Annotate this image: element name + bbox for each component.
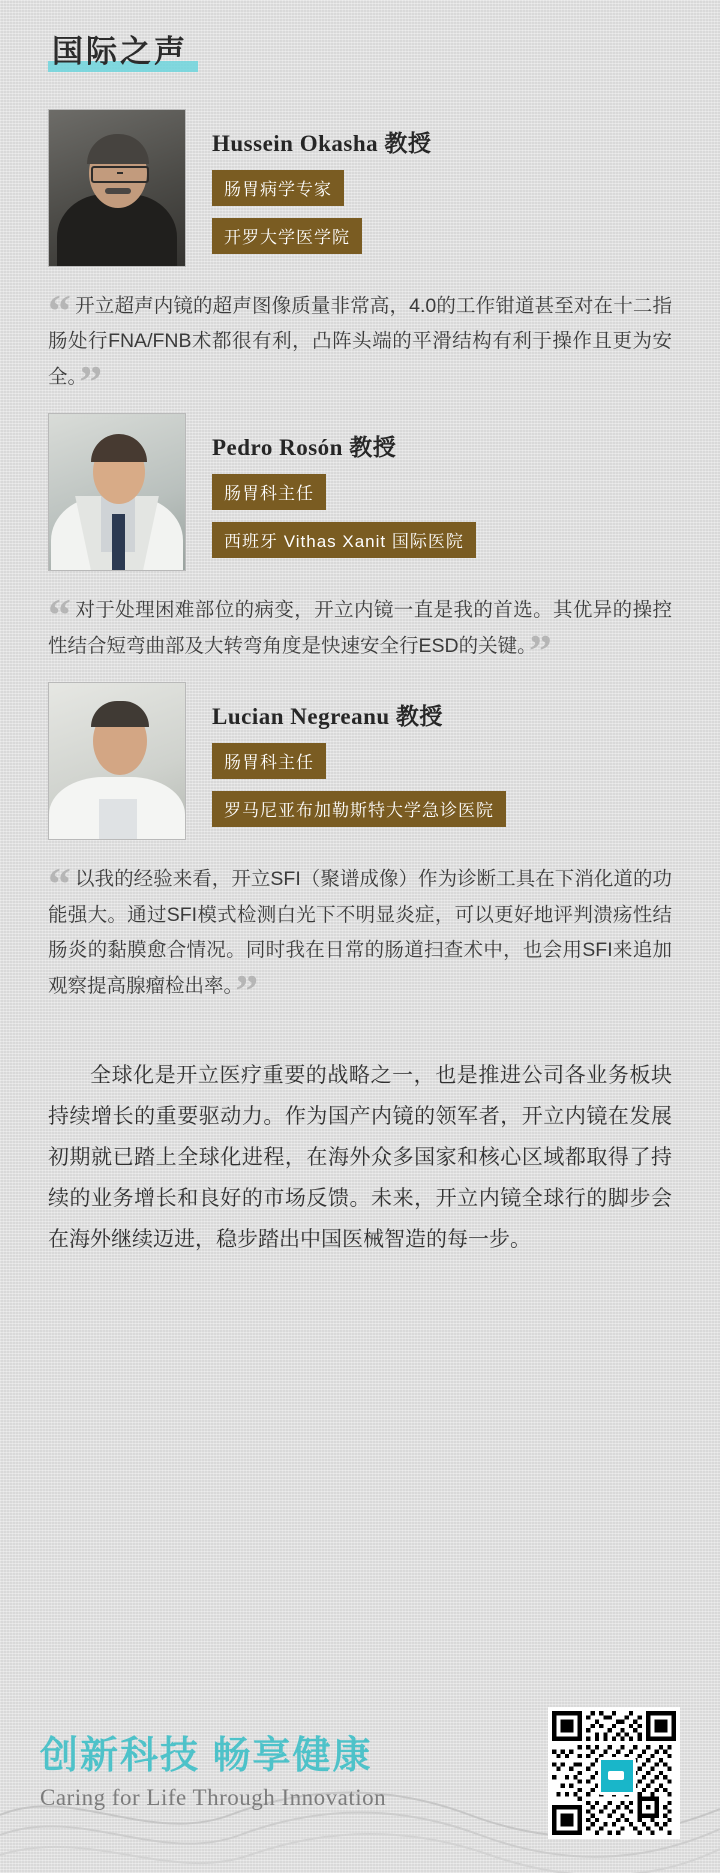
expert-quote-2 xyxy=(48,589,672,676)
expert-info-2 xyxy=(186,413,476,558)
qr-code-matrix xyxy=(552,1711,676,1835)
expert-header-3 xyxy=(48,682,672,840)
expert-info-3 xyxy=(186,682,506,827)
expert-block-2 xyxy=(48,413,672,676)
quote-text: 开立超声内镜的超声图像质量非常高，4.0的工作钳道甚至对在十二指肠处行FNA/FNB术都很有利，凸阵头端的平滑结构有利于操作且更为安全。 xyxy=(48,295,672,388)
expert-header-2 xyxy=(48,413,672,571)
footer-slogan xyxy=(40,1735,386,1811)
quote-close-icon: ” xyxy=(528,624,552,676)
expert-tag-row xyxy=(212,462,476,510)
quote-open-icon: “ xyxy=(48,285,71,336)
expert-quote-1 xyxy=(48,285,672,407)
header-title-wrap xyxy=(48,26,192,73)
slogan-chinese: 创新科技 畅享健康 xyxy=(40,1735,373,1778)
closing-paragraph: 全球化是开立医疗重要的战略之一，也是推进公司各业务板块持续增长的重要驱动力。作为国产内镜的领军者，开立内镜在发展初期就已踏上全球化进程，在海外众多国家和核心区域都取得了持续的业务增长和良好的市场反馈。未来，开立内镜全球行的脚步会在海外继续迈进，稳步踏出中国医械智造的每一步。 xyxy=(48,1064,672,1252)
expert-name: Hussein Okasha 教授 xyxy=(212,131,432,156)
expert-name: Pedro Rosón 教授 xyxy=(212,435,397,461)
page-header xyxy=(48,0,672,91)
portrait-hussein-okasha xyxy=(48,109,186,267)
expert-quote-3 xyxy=(48,858,672,1016)
expert-tag-row xyxy=(212,206,431,254)
portrait-lucian-negreanu xyxy=(48,682,186,840)
expert-info-1 xyxy=(186,109,431,254)
portrait-pedro-roson xyxy=(48,413,186,571)
expert-tag: 肠胃科主任 xyxy=(212,474,326,510)
expert-tag: 开罗大学医学院 xyxy=(212,218,362,254)
expert-block-3 xyxy=(48,682,672,1016)
qr-code[interactable] xyxy=(548,1707,680,1839)
expert-tag-row xyxy=(212,731,506,779)
expert-header-1 xyxy=(48,109,672,267)
expert-block-1 xyxy=(48,109,672,407)
expert-tag: 罗马尼亚布加勒斯特大学急诊医院 xyxy=(212,791,506,827)
expert-name: Lucian Negreanu 教授 xyxy=(212,704,443,730)
page-footer xyxy=(0,1673,720,1873)
quote-text: 对于处理困难部位的病变，开立内镜一直是我的首选。其优异的操控性结合短弯曲部及大转弯角度是快速安全行ESD的关键。 xyxy=(48,599,672,657)
qr-center-logo-icon xyxy=(598,1757,636,1795)
expert-tag-row xyxy=(212,779,506,827)
quote-text: 以我的经验来看，开立SFI（聚谱成像）作为诊断工具在下消化道的功能强大。通过SFI模式检测白光下不明显炎症，可以更好地评判溃疡性结肠炎的黏膜愈合情况。同时我在日常的肠道扫查术中，也会用SFI来追加观察提高腺瘤检出率。 xyxy=(48,868,672,997)
quote-close-icon: ” xyxy=(235,964,259,1016)
quote-open-icon: “ xyxy=(48,589,71,641)
expert-tag-row xyxy=(212,510,476,558)
quote-close-icon: ” xyxy=(79,355,103,407)
expert-tag: 肠胃病学专家 xyxy=(212,170,344,206)
expert-tag-row xyxy=(212,158,431,206)
quote-open-icon: “ xyxy=(48,858,71,910)
page-title: 国际之声 xyxy=(52,34,188,69)
expert-tag: 西班牙 Vithas Xanit 国际医院 xyxy=(212,522,476,558)
slogan-english: Caring for Life Through Innovation xyxy=(40,1784,387,1810)
expert-tag: 肠胃科主任 xyxy=(212,743,326,779)
